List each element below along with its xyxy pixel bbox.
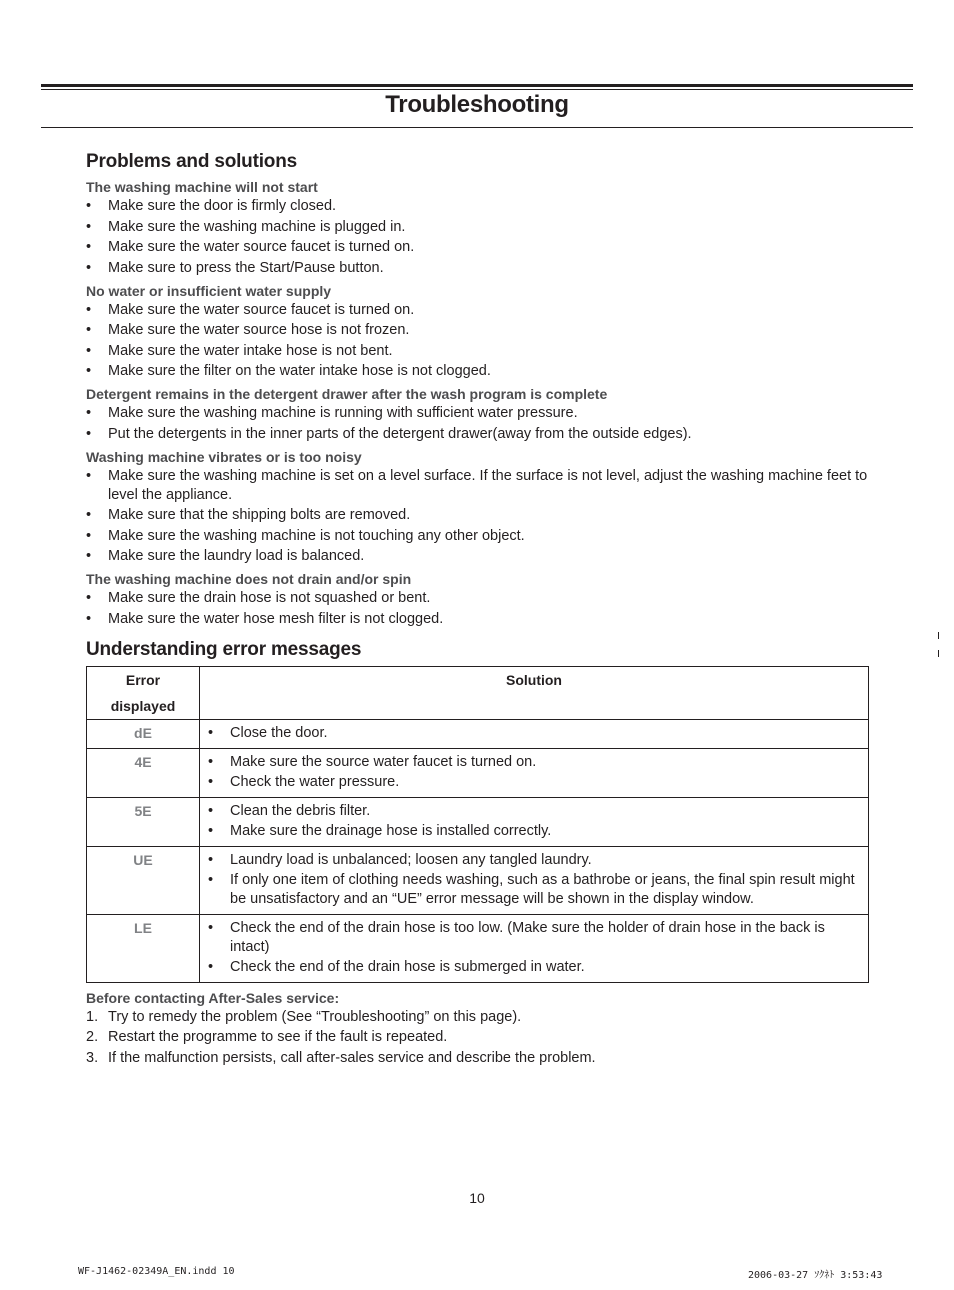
list-item-text: Make sure to press the Start/Pause button. [108,259,384,276]
bullet-marker: • [86,507,92,523]
col-error-header: Error displayed [87,666,200,719]
page-number: 10 [469,1190,485,1206]
col-solution-header: Solution [200,666,869,719]
step-number: 3. [86,1049,99,1066]
list-item [86,238,868,257]
before-service-steps [86,1008,868,1068]
problem-title: The washing machine will not start [86,179,318,195]
before-service-title: Before contacting After-Sales service: [86,989,340,1006]
bullet-marker: • [208,724,214,741]
table-row [87,914,869,982]
list-item-text: Make sure the drainage hose is installed correctly. [230,822,552,839]
footer-file-info: WF-J1462-02349A_EN.indd 10 [78,1266,235,1277]
error-code: 4E [87,748,200,797]
problem-solution-list [86,467,868,567]
error-table-header [87,666,869,719]
list-item [86,301,868,320]
list-item-text: Make sure the water intake hose is not bent. [108,342,393,359]
bullet-marker: • [208,773,214,790]
list-item [86,321,868,340]
list-item-text: Laundry load is unbalanced; loosen any tangled laundry. [230,851,592,868]
bullet-marker: • [86,322,92,338]
list-item-text: If only one item of clothing needs washing, such as a bathrobe or jeans, the final spin result might be unsatisfactory and an “UE” error message will be shown in the display window. [230,871,855,907]
list-item-text: Close the door. [230,724,328,741]
list-item-text: Make sure the laundry load is balanced. [108,548,365,564]
bullet-marker: • [86,610,92,627]
list-item [86,610,868,629]
list-item [86,527,868,546]
step-text: Try to remedy the problem (See “Troubleshooting” on this page). [108,1008,522,1025]
list-item-text: Check the water pressure. [230,773,400,790]
bullet-marker: • [86,425,92,442]
numbered-step [86,1028,868,1047]
error-table-body [87,719,869,982]
error-code: dE [87,719,200,748]
error-solution-list [208,802,860,841]
bullet-marker: • [86,301,92,318]
list-item-text: Check the end of the drain hose is submerged in water. [230,958,585,975]
error-solution-list [208,919,860,977]
table-row [87,719,869,748]
error-solution-cell [200,797,869,846]
table-row [87,748,869,797]
problems-heading: Problems and solutions [86,151,297,172]
bullet-marker: • [208,958,214,975]
list-item [208,919,860,957]
bullet-marker: • [208,802,214,819]
problem-solution-list [86,197,868,278]
list-item-text: Make sure the water source faucet is turned on. [108,301,415,318]
list-item [86,342,868,361]
list-item [208,822,860,841]
list-item-text: Check the end of the drain hose is too low. (Make sure the holder of drain hose in the back is intact) [230,919,825,955]
bullet-marker: • [86,239,92,255]
step-text: If the malfunction persists, call after-sales service and describe the problem. [108,1049,596,1066]
bullet-marker: • [86,405,92,421]
step-text: Restart the programme to see if the fault is repeated. [108,1029,448,1045]
list-item [86,467,868,505]
error-code: UE [87,846,200,914]
list-item [86,197,868,216]
error-solution-cell [200,719,869,748]
bullet-marker: • [86,590,92,606]
title-rule [41,127,913,128]
list-item-text: Make sure the filter on the water intake hose is not clogged. [108,363,491,379]
step-number: 2. [86,1029,99,1045]
error-solution-list [208,724,860,743]
problem-solution-list [86,589,868,629]
problem-title: No water or insufficient water supply [86,282,332,299]
bullet-marker: • [86,363,92,379]
list-item [208,773,860,792]
problem-solution-list [86,404,868,444]
bullet-marker: • [86,548,92,564]
errors-heading: Understanding error messages [86,638,362,660]
list-item-text: Make sure the drain hose is not squashed or bent. [108,590,431,606]
list-item-text: Make sure the washing machine is not touching any other object. [108,527,525,544]
list-item-text: Make sure the washing machine is running with sufficient water pressure. [108,405,578,421]
crop-mark [938,632,939,639]
list-item-text: Make sure the water source hose is not frozen. [108,322,410,338]
header-rule-thick [41,84,913,87]
list-item [208,802,860,821]
error-solution-cell [200,748,869,797]
bullet-marker: • [86,467,92,484]
list-item [86,218,868,237]
footer-timestamp: 2006-03-27 ｿｸﾈﾄ 3:53:43 [748,1270,883,1281]
bullet-marker: • [86,198,92,214]
bullet-marker: • [86,342,92,359]
error-solution-cell [200,846,869,914]
bullet-marker: • [208,919,214,936]
error-solution-list [208,753,860,792]
list-item [208,753,860,772]
list-item [86,589,868,608]
list-item [208,724,860,743]
list-item-text: Make sure that the shipping bolts are removed. [108,507,411,523]
list-item [208,851,860,870]
list-item [208,958,860,977]
problem-groups [86,177,868,629]
bullet-marker: • [86,218,92,235]
table-row [87,846,869,914]
page-content [86,150,868,1069]
page-title: Troubleshooting [385,91,569,118]
list-item [86,506,868,525]
problem-title: The washing machine does not drain and/or spin [86,571,412,587]
crop-mark [938,650,939,657]
list-item [208,871,860,909]
header-rule-thin [41,89,913,90]
list-item-text: Make sure the source water faucet is turned on. [230,753,537,770]
list-item-text: Clean the debris filter. [230,802,371,819]
list-item [86,425,868,444]
bullet-marker: • [208,871,214,888]
list-item [86,362,868,381]
error-code: 5E [87,797,200,846]
problem-title: Washing machine vibrates or is too noisy [86,448,362,465]
list-item-text: Make sure the water hose mesh filter is not clogged. [108,610,444,627]
error-solution-cell [200,914,869,982]
bullet-marker: • [208,822,214,839]
list-item-text: Make sure the washing machine is set on a level surface. If the surface is not level, adjust the washing machine feet to level the appliance. [108,467,868,503]
list-item-text: Make sure the washing machine is plugged in. [108,218,406,235]
bullet-marker: • [208,851,214,868]
error-solution-list [208,851,860,909]
bullet-marker: • [86,259,92,276]
list-item [86,259,868,278]
list-item-text: Put the detergents in the inner parts of the detergent drawer(away from the outside edges). [108,425,692,442]
bullet-marker: • [86,527,92,544]
step-number: 1. [86,1008,99,1025]
numbered-step [86,1049,868,1068]
table-row [87,797,869,846]
list-item [86,547,868,566]
error-table [86,666,869,983]
error-code: LE [87,914,200,982]
list-item-text: Make sure the water source faucet is turned on. [108,239,415,255]
list-item-text: Make sure the door is firmly closed. [108,198,337,214]
numbered-step [86,1008,868,1027]
problem-title: Detergent remains in the detergent drawer after the wash program is complete [86,386,608,402]
problem-solution-list [86,301,868,382]
list-item [86,404,868,423]
bullet-marker: • [208,753,214,770]
